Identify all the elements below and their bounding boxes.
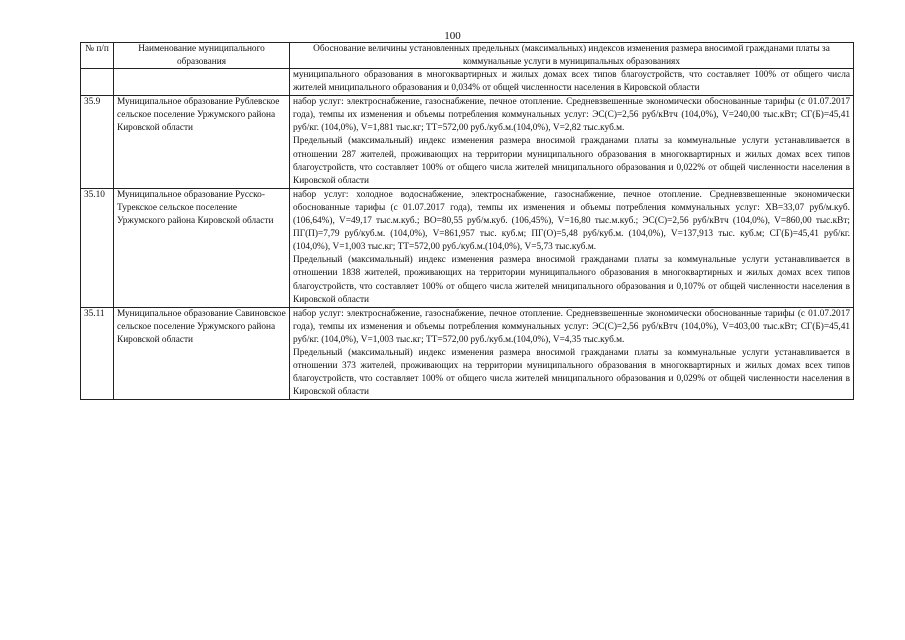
row-number: 35.10	[81, 188, 114, 307]
continuation-text: муниципального образования в многоквартирных и жилых домах всех типов благоустройств, что составляет 100% от общего числа жителей мниципального образования и 0,034% от общей численности населения в Кировской области	[293, 70, 850, 94]
table-row	[81, 96, 854, 189]
services-text: набор услуг: холодное водоснабжение, электроснабжение, газоснабжение, печное отопление. Средневзвешенные экономически обоснованные тарифы (с 01.07.2017 года), темпы их изменения и объемы потребления коммунальных услуг: ХВ=33,07 руб/м.куб. (106,64%), V=49,17 тыс.м.куб.; ВО=80,55 руб/м.куб. (106,45%), V=16,80 тыс.м.куб.; ЭС(С)=2,56 руб/кВтч (104,0%), V=860,00 тыс.кВт; ПГ(П)=7,79 руб/куб.м. (104,0%), V=861,957 тыс. куб.м; ПГ(О)=5,48 руб/куб.м. (104,0%), V=137,913 тыс. куб.м; СГ(Б)=45,41 руб/кг. (104,0%), V=1,003 тыс.кг; ТТ=572,00 руб./куб.м.(104,0%), V=5,73 тыс.куб.м.	[293, 189, 850, 253]
header-basis: Обоснование величины установленных предельных (максимальных) индексов изменения размера вносимой гражданами платы за коммунальные услуги в муниципальных образованиях	[290, 43, 854, 69]
row-number: 35.9	[81, 96, 114, 189]
table-row	[81, 188, 854, 307]
basis-cell	[290, 188, 854, 307]
table-header-row	[81, 43, 854, 69]
header-num: № п/п	[81, 43, 114, 69]
tariff-table	[80, 42, 854, 400]
services-text: набор услуг: электроснабжение, газоснабжение, печное отопление. Средневзвешенные экономически обоснованные тарифы (с 01.07.2017 года), темпы их изменения и объемы потребления коммунальных услуг: ЭС(С)=2,56 руб/кВтч (104,0%), V=403,00 тыс.кВт; СГ(Б)=45,41 руб/кг. (104,0%), V=1,003 тыс.кг; ТТ=572,00 руб./куб.м.(104,0%), V=4,35 тыс.куб.м.	[293, 308, 850, 345]
municipality-name: Муниципальное образование Рублевское сельское поселение Уржумского района Кировской области	[114, 96, 290, 189]
page-number: 100	[444, 30, 461, 42]
table-row-continuation	[81, 69, 854, 96]
services-text: набор услуг: электроснабжение, газоснабжение, печное отопление. Средневзвешенные экономически обоснованные тарифы (с 01.07.2017 года), темпы их изменения и объемы потребления коммунальных услуг: ЭС(С)=2,56 руб/кВтч (104,0%), V=240,00 тыс.кВт; СГ(Б)=45,41 руб/кг. (104,0%), V=1,881 тыс.кг; ТТ=572,00 руб./куб.м.(104,0%), V=2,82 тыс.куб.м.	[293, 97, 850, 134]
index-text: Предельный (максимальный) индекс изменения размера вносимой гражданами платы за коммунальные услуги устанавливается в отношении 287 жителей, проживающих на территории муниципального образования в многоквартирных и жилых домах всех типов благоустройств, что составляет 100% от общего числа жителей мниципального образования и 0,022% от общей численности населения в Кировской области	[293, 136, 850, 186]
header-name: Наименование муниципального образования	[114, 43, 290, 69]
municipality-name: Муниципальное образование Савиновское сельское поселение Уржумского района Кировской области	[114, 307, 290, 400]
municipality-name: Муниципальное образование Русско-Турекское сельское поселение Уржумского района Кировской области	[114, 188, 290, 307]
index-text: Предельный (максимальный) индекс изменения размера вносимой гражданами платы за коммунальные услуги устанавливается в отношении 373 жителей, проживающих на территории муниципального образования в многоквартирных и жилых домах всех типов благоустройств, что составляет 100% от общего числа жителей мниципального образования и 0,029% от общей численности населения в Кировской области	[293, 347, 850, 398]
basis-cell	[290, 96, 854, 189]
basis-cell	[290, 307, 854, 400]
index-text: Предельный (максимальный) индекс изменения размера вносимой гражданами платы за коммунальные услуги устанавливается в отношении 1838 жителей, проживающих на территории муниципального образования в многоквартирных и жилых домах всех типов благоустройств, что составляет 100% от общего числа жителей мниципального образования и 0,107% от общей численности населения в Кировской области	[293, 255, 850, 305]
row-number: 35.11	[81, 307, 114, 400]
table-row	[81, 307, 854, 400]
